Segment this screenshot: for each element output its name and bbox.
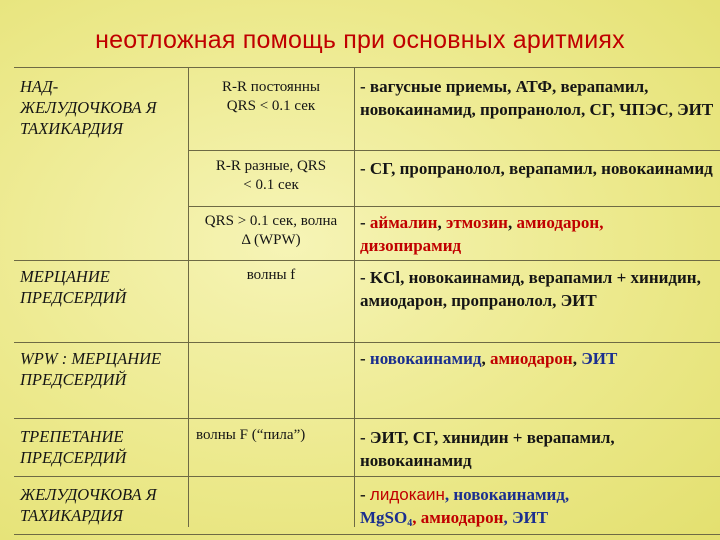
criteria-cell: QRS > 0.1 сек, волна Δ (WPW) xyxy=(204,213,338,248)
row-divider xyxy=(14,476,720,477)
drug-name: дизопирамид xyxy=(360,236,462,255)
condition-cell: WPW : МЕРЦАНИЕ ПРЕДСЕРДИЙ xyxy=(20,349,162,389)
criteria-cell: волны f xyxy=(246,267,296,283)
row-divider xyxy=(14,418,720,419)
drug-name: амиодарон xyxy=(489,349,573,368)
treatment-text: , xyxy=(437,213,446,232)
column-divider-1 xyxy=(188,67,189,527)
drug-name: MgSO xyxy=(360,508,408,527)
drug-name: амиодарон xyxy=(516,213,600,232)
row-divider xyxy=(14,342,720,343)
treatment-text: , xyxy=(599,213,604,232)
treatment-cell: - вагусные приемы, АТФ, верапамил, новокаинамид, пропранолол, СГ, ЧПЭС, ЭИТ xyxy=(360,77,714,119)
table-top-border xyxy=(14,67,720,68)
condition-cell: МЕРЦАНИЕ ПРЕДСЕРДИЙ xyxy=(20,267,127,307)
treatment-text: , xyxy=(481,349,490,368)
treatment-cell: - KCl, новокаинамид, верапамил + хинидин, амиодарон, пропранолол, ЭИТ xyxy=(360,268,701,310)
row-divider xyxy=(14,260,720,261)
condition-cell: ТРЕПЕТАНИЕ ПРЕДСЕРДИЙ xyxy=(20,427,127,467)
drug-name: этмозин xyxy=(445,213,508,232)
row-divider xyxy=(188,150,720,151)
treatment-cell: - ЭИТ, СГ, хинидин + верапамил, новокаинамид xyxy=(360,428,615,470)
column-divider-2 xyxy=(354,67,355,527)
treatment-text: - xyxy=(360,213,370,232)
treatment-cell xyxy=(360,483,714,535)
treatment-text: , xyxy=(572,349,582,368)
drug-name: лидокаин xyxy=(369,485,445,504)
drug-name: ЭИТ xyxy=(581,349,618,368)
subscript: 4 xyxy=(407,518,413,529)
drug-name: , новокаинамид, xyxy=(444,485,570,504)
condition-cell: НАД-ЖЕЛУДОЧКОВА Я ТАХИКАРДИЯ xyxy=(20,77,157,138)
drug-name: , ЭИТ xyxy=(503,508,549,527)
criteria-cell: R-R постоянны QRS < 0.1 сек xyxy=(222,79,320,114)
treatment-cell xyxy=(360,347,714,370)
treatment-text: - xyxy=(360,485,370,504)
criteria-cell: волны F (“пила”) xyxy=(196,427,306,443)
drug-name: аймалин xyxy=(369,213,438,232)
condition-cell: ЖЕЛУДОЧКОВА Я ТАХИКАРДИЯ xyxy=(20,485,157,525)
drug-name: , амиодарон xyxy=(412,508,504,527)
slide-title: неотложная помощь при основных аритмиях xyxy=(95,26,625,54)
treatment-cell xyxy=(360,211,714,257)
treatment-cell: - СГ, пропранолол, верапамил, новокаинамид xyxy=(360,159,713,178)
treatment-text: - xyxy=(360,349,370,368)
drug-name: новокаинамид xyxy=(369,349,482,368)
row-divider xyxy=(188,206,720,207)
criteria-cell: R-R разные, QRS < 0.1 сек xyxy=(215,158,327,193)
treatment-text: , xyxy=(507,213,517,232)
